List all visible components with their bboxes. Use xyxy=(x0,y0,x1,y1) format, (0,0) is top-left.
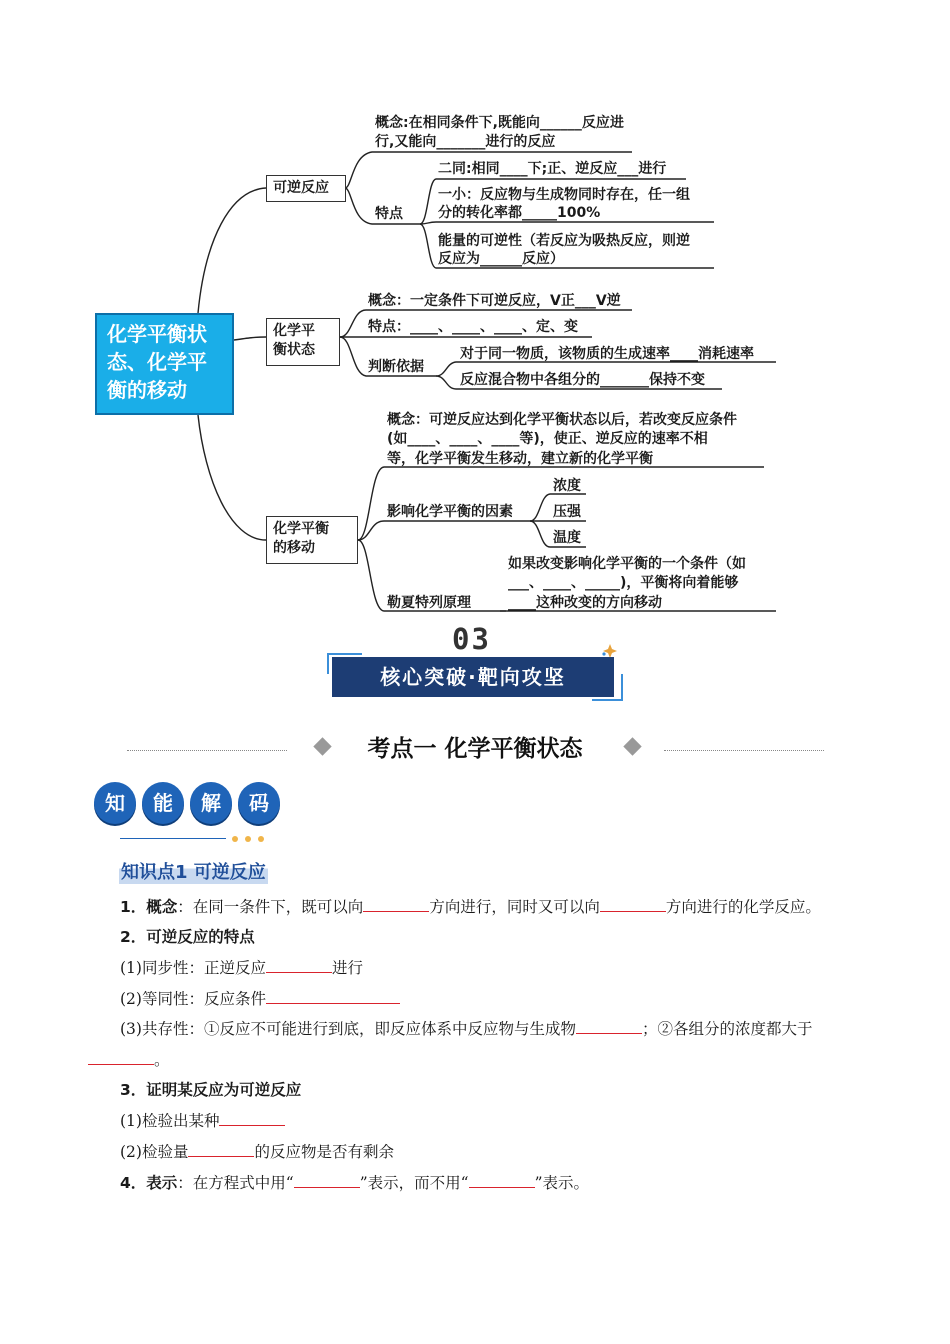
knowledge-point-title: 知识点1 可逆反应 xyxy=(119,858,268,884)
badge-neng: 能 xyxy=(142,782,184,824)
b2-concept: 概念：一定条件下可逆反应，V正___V逆 xyxy=(368,293,621,309)
item-3-2: (2)检验量 的反应物是否有剩余 xyxy=(120,1140,394,1163)
b2-label-line1: 化学平 xyxy=(273,323,315,339)
b3-lechatelier-label: 勒夏特列原理 xyxy=(387,595,471,611)
badge-underline xyxy=(120,838,226,839)
mind-map xyxy=(0,0,950,620)
b1-feature-2a: 一小：反应物与生成物同时存在，任一组 xyxy=(438,187,690,203)
b1-feature-2b: 分的转化率都_____100% xyxy=(438,205,601,221)
blank[interactable] xyxy=(469,1171,535,1188)
badge-jie: 解 xyxy=(190,782,232,824)
item-2-3-cont: 。 xyxy=(88,1048,170,1071)
b1-feature-3b: 反应为______反应） xyxy=(438,251,564,267)
item-4-notation: 4．表示：在方程式中用“ ”表示，而不用“ ”表示。 xyxy=(120,1171,589,1194)
badge-ma: 码 xyxy=(238,782,280,824)
blank[interactable] xyxy=(266,987,400,1004)
blank[interactable] xyxy=(88,1048,154,1065)
item-2-1: (1)同步性：正逆反应 进行 xyxy=(120,956,363,979)
section-banner: 核心突破·靶向攻坚 xyxy=(332,657,614,697)
b3-factor-pressure: 压强 xyxy=(553,504,581,520)
b3-factor-label: 影响化学平衡的因素 xyxy=(387,504,513,520)
b3-lechatelier-line2: ___、____、_____)，平衡将向着能够 xyxy=(508,575,739,591)
item-2-heading: 2．可逆反应的特点 xyxy=(120,928,255,946)
item-1-concept: 1．概念：在同一条件下，既可以向 方向进行，同时又可以向 方向进行的化学反应。 xyxy=(120,895,821,918)
b3-concept-line1: 概念：可逆反应达到化学平衡状态以后，若改变反应条件 xyxy=(387,412,737,428)
b3-lechatelier-line3: ____这种改变的方向移动 xyxy=(508,595,662,611)
b3-label-line2: 的移动 xyxy=(273,540,315,556)
blank[interactable] xyxy=(576,1017,642,1034)
branch-equilibrium-shift xyxy=(266,516,358,564)
b3-lechatelier-line1: 如果改变影响化学平衡的一个条件（如 xyxy=(508,556,746,572)
mind-map-root: 化学平衡状态、化学平衡的移动 xyxy=(95,313,234,415)
item-2-3: (3)共存性：①反应不可能进行到底，即反应体系中反应物与生成物 ；②各组分的浓度都大于 xyxy=(120,1017,812,1040)
item-3-1: (1)检验出某种 xyxy=(120,1109,285,1132)
blank[interactable] xyxy=(219,1109,285,1126)
b2-basis-2: 反应混合物中各组分的_______保持不变 xyxy=(460,372,705,388)
b1-feature-1: 二同:相同____下;正、逆反应___进行 xyxy=(438,161,667,177)
kaodian-title: 考点一 化学平衡状态 xyxy=(367,736,583,762)
b1-feature-label: 特点 xyxy=(375,206,403,222)
item-2-2: (2)等同性：反应条件 xyxy=(120,987,400,1010)
section-number: 03 xyxy=(452,622,491,656)
b3-factor-concentration: 浓度 xyxy=(553,478,581,494)
item-3-heading: 3．证明某反应为可逆反应 xyxy=(120,1081,302,1099)
title-right-rule xyxy=(664,750,824,751)
blank[interactable] xyxy=(188,1140,254,1157)
b3-concept-line2: (如____、____、____等)，使正、逆反应的速率不相 xyxy=(387,431,708,447)
blank[interactable] xyxy=(363,895,429,912)
b2-label-line2: 衡状态 xyxy=(273,342,315,358)
b2-basis-1: 对于同一物质，该物质的生成速率____消耗速率 xyxy=(460,346,754,362)
dots-icon xyxy=(230,834,270,844)
badge-zhi: 知 xyxy=(94,782,136,824)
b3-concept-line3: 等，化学平衡发生移动，建立新的化学平衡 xyxy=(387,451,653,467)
b1-concept-line2: 行,又能向_______进行的反应 xyxy=(375,134,556,150)
branch-equilibrium-state xyxy=(266,318,340,366)
b2-feature: 特点：____、____、____、定、变 xyxy=(368,319,578,335)
b2-basis-label: 判断依据 xyxy=(368,359,424,375)
blank[interactable] xyxy=(600,895,666,912)
b3-factor-temperature: 温度 xyxy=(553,530,581,546)
blank[interactable] xyxy=(294,1171,360,1188)
branch-reversible-reaction: 可逆反应 xyxy=(266,175,346,202)
b1-feature-3a: 能量的可逆性（若反应为吸热反应，则逆 xyxy=(438,233,690,249)
blank[interactable] xyxy=(266,956,332,973)
b1-concept-line1: 概念:在相同条件下,既能向______反应进 xyxy=(375,115,624,131)
b3-label-line1: 化学平衡 xyxy=(273,521,329,537)
